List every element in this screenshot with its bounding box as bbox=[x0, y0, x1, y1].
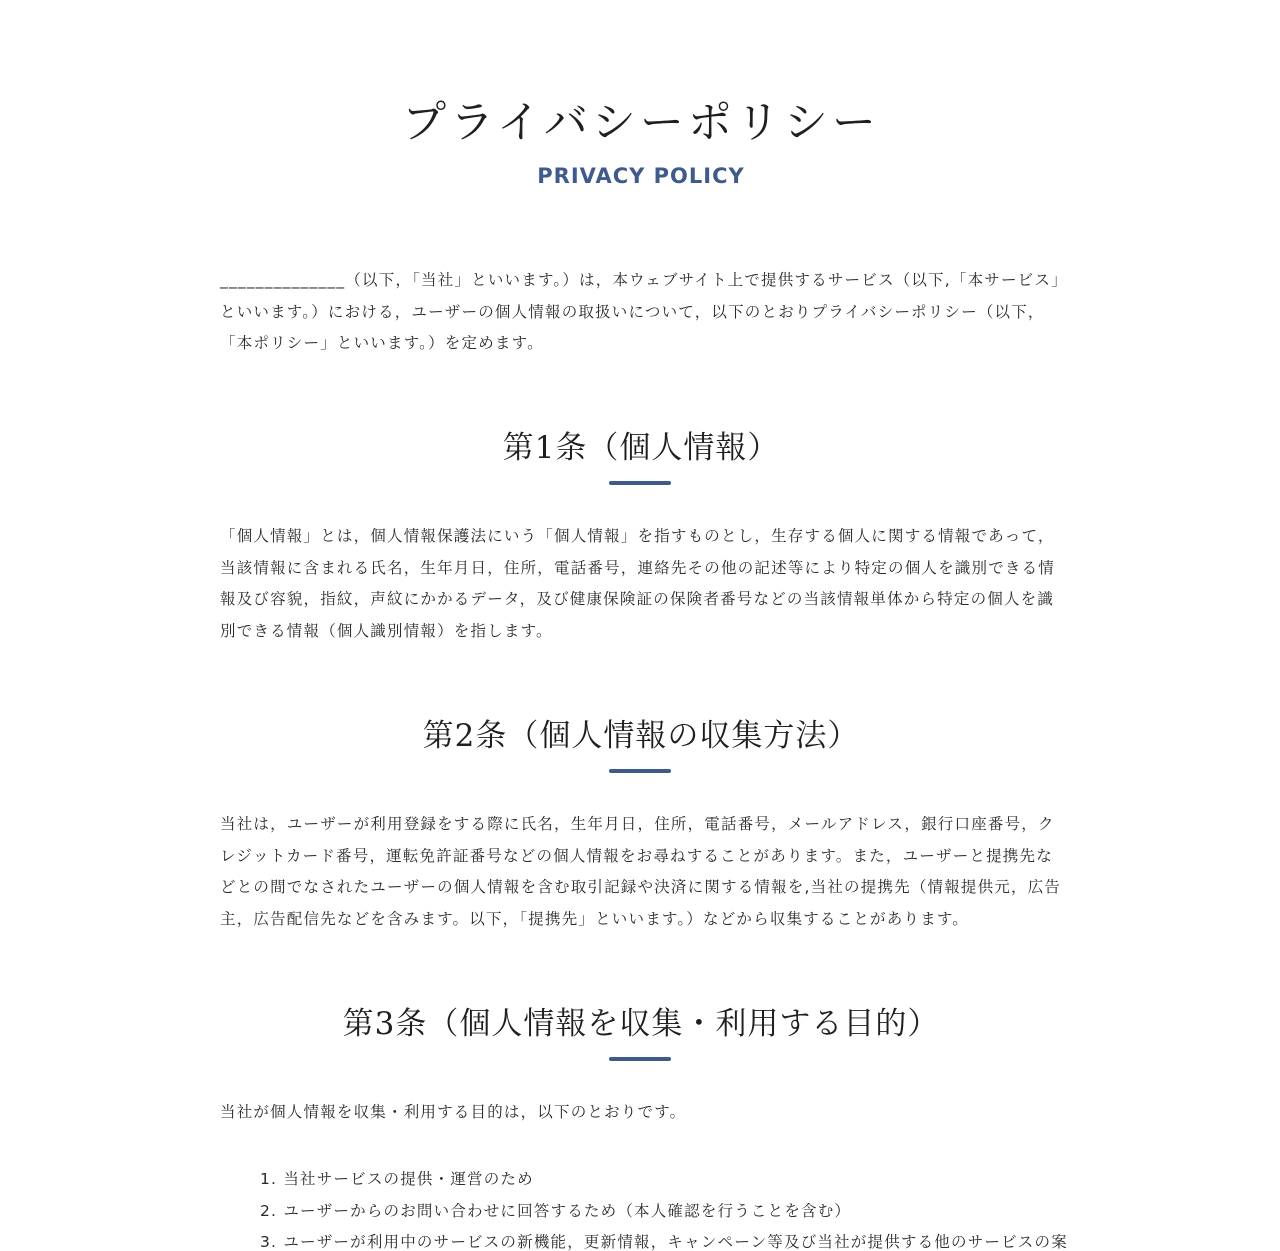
article-3-purpose-list bbox=[260, 1164, 1068, 1251]
intro-paragraph: ______________（以下，「当社」といいます。）は，本ウェブサイト上で提供するサービス（以下,「本サービス」といいます。）における，ユーザーの個人情報の取扱いについて，以下のとおりプライバシーポリシー（以下，「本ポリシー」といいます。）を定めます。 bbox=[220, 271, 1061, 352]
page-title: プライバシーポリシー bbox=[402, 97, 880, 148]
article-3-divider bbox=[609, 1057, 671, 1061]
article-1-body: 「個人情報」とは，個人情報保護法にいう「個人情報」を指すものとし，生存する個人に関する情報であって，当該情報に含まれる氏名，生年月日，住所，電話番号，連絡先その他の記述等により特定の個人を識別できる情報及び容貌，指紋，声紋にかかるデータ，及び健康保険証の保険者番号などの当該情報単体から特定の個人を識別できる情報（個人識別情報）を指します。 bbox=[220, 527, 1056, 640]
article-1-divider bbox=[609, 481, 671, 485]
list-item: 2. ユーザーからのお問い合わせに回答するため（本人確認を行うことを含む） bbox=[260, 1201, 852, 1220]
page-subtitle: PRIVACY POLICY bbox=[537, 164, 745, 188]
article-2-divider bbox=[609, 769, 671, 773]
article-2-body: 当社は，ユーザーが利用登録をする際に氏名，生年月日，住所，電話番号，メールアドレス，銀行口座番号，クレジットカード番号，運転免許証番号などの個人情報をお尋ねすることがあります。また，ユーザーと提携先などとの間でなされたユーザーの個人情報を含む取引記録や決済に関する情報を,当社の提携先（情報提供元，広告主，広告配信先などを含みます。以下，「提携先」といいます。）などから収集することがあります。 bbox=[220, 815, 1062, 928]
article-3-heading: 第3条（個人情報を収集・利用する目的） bbox=[342, 1006, 940, 1042]
list-item: 3. ユーザーが利用中のサービスの新機能，更新情報，キャンペーン等及び当社が提供する他のサービスの案 bbox=[260, 1233, 1068, 1251]
article-2-heading: 第2条（個人情報の収集方法） bbox=[422, 718, 860, 754]
list-item: 1. 当社サービスの提供・運営のため bbox=[260, 1170, 534, 1188]
article-1-heading: 第1条（個人情報） bbox=[502, 430, 780, 466]
article-3-body: 当社が個人情報を収集・利用する目的は，以下のとおりです。 bbox=[220, 1103, 687, 1121]
